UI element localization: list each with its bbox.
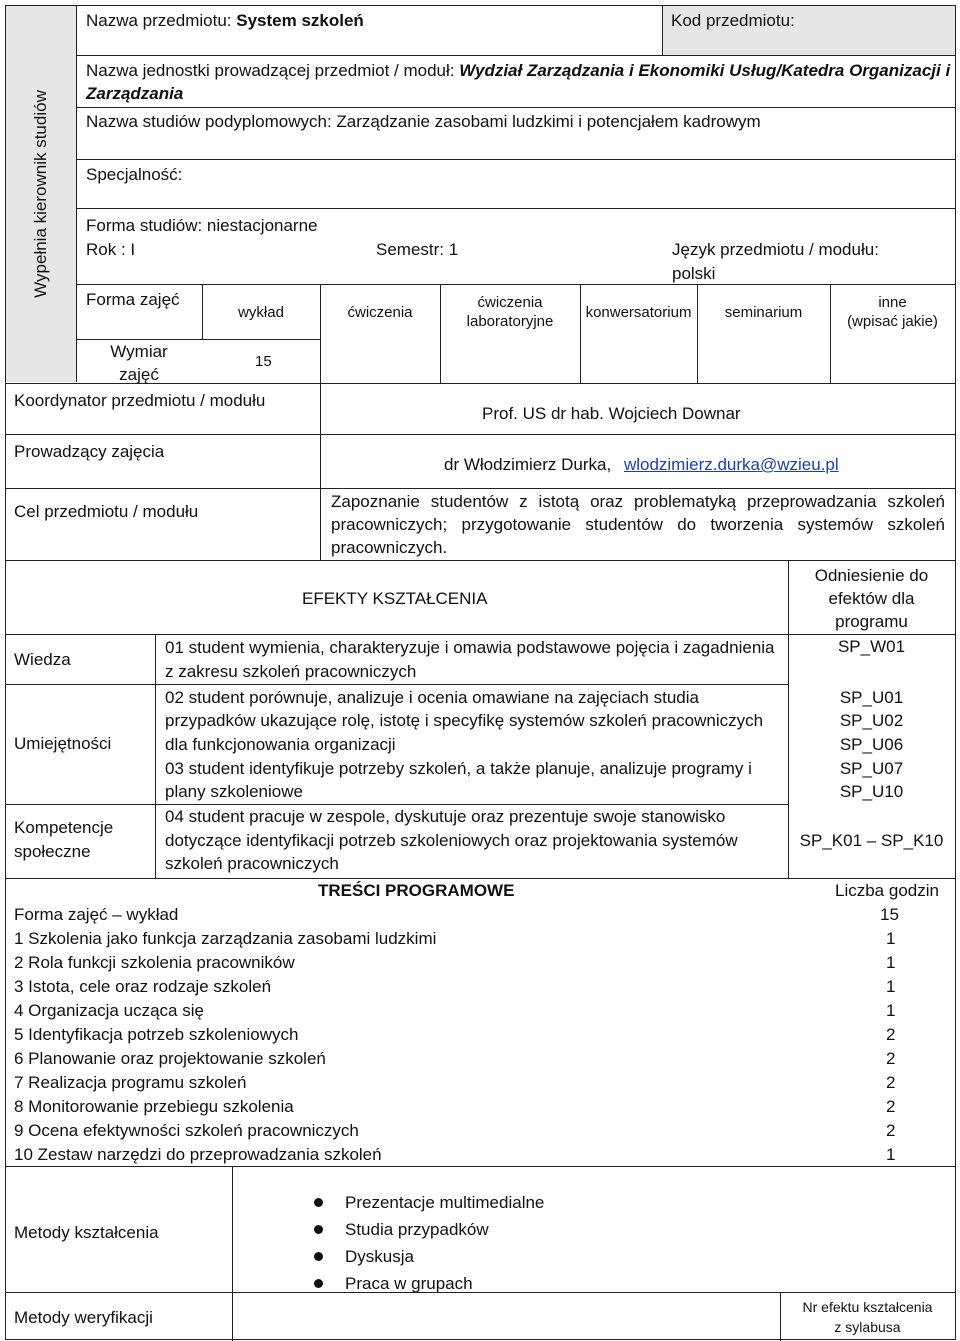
method-item: Prezentacje multimedialne: [345, 1193, 545, 1212]
teacher-label: Prowadzący zajęcia: [14, 442, 165, 461]
program-form-hours: 15: [880, 905, 899, 924]
topic-title: 2 Rola funkcji szkolenia pracowników: [14, 953, 295, 972]
verification-ref-1: Nr efektu kształcenia: [802, 1299, 933, 1315]
outcome-line: plany szkoleniowe: [165, 782, 303, 801]
hours-label-1: Wymiar: [110, 342, 168, 361]
outcome-line: dla funkcjonowania organizacji: [165, 735, 396, 754]
topic-hours: 1: [886, 953, 896, 972]
bullet-icon: [314, 1225, 323, 1234]
ref-code: SP_U01: [839, 688, 904, 707]
col-other: inne: [878, 294, 907, 311]
subject-label: Nazwa przedmiotu:: [86, 11, 232, 30]
topic-hours: 2: [886, 1049, 896, 1068]
method-item: Praca w grupach: [345, 1274, 473, 1293]
goal-label: Cel przedmiotu / modułu: [14, 502, 199, 521]
subject-name-label: [86, 9, 364, 32]
language-label: Język przedmiotu / modułu:: [672, 240, 879, 259]
method-item: Studia przypadków: [345, 1220, 489, 1239]
bullet-icon: [314, 1279, 323, 1288]
year: Rok : I: [86, 240, 136, 259]
outcome-line: przypadków ukazujące rolę, istotę i specyfikę systemów szkoleń pracowniczych: [165, 711, 764, 730]
outcomes-heading: EFEKTY KSZTAŁCENIA: [302, 589, 488, 608]
language-value: polski: [672, 264, 716, 283]
outcome-line: dotyczące identyfikacji potrzeb szkoleniowych oraz projektowania systemów: [165, 831, 738, 850]
outcome-line: 03 student identyfikuje potrzeby szkoleń, a także planuje, analizuje programy i: [165, 759, 752, 778]
unit-value-2: Zarządzania: [86, 84, 184, 103]
ref-code: SP_U02: [839, 711, 904, 730]
coordinator-label: Koordynator przedmiotu / modułu: [14, 391, 266, 410]
outcome-line: 02 student porównuje, analizuje i ocenia omawiane na zajęciach studia: [165, 688, 699, 707]
topic-hours: 1: [886, 977, 896, 996]
subject-name: System szkoleń: [236, 11, 364, 30]
ref-code: SP_U06: [839, 735, 904, 754]
topic-title: 1 Szkolenia jako funkcja zarządzania zasobami ludzkimi: [14, 929, 437, 948]
topic-title: 4 Organizacja ucząca się: [14, 1001, 204, 1020]
side-label: [7, 5, 74, 382]
col-exercises: ćwiczenia: [347, 304, 413, 321]
category-skills: Umiejętności: [14, 734, 112, 753]
topic-hours: 2: [886, 1097, 896, 1116]
topic-title: 10 Zestaw narzędzi do przeprowadzania szkoleń: [14, 1145, 382, 1164]
col-other-hint: (wpisać jakie): [847, 313, 938, 330]
unit-value-1: Wydział Zarządzania i Ekonomiki Usług/Katedra Organizacji i: [459, 61, 951, 80]
outcome-line: szkoleń pracowniczych: [165, 854, 339, 873]
topic-title: 7 Realizacja programu szkoleń: [14, 1073, 247, 1092]
teacher-line: [444, 453, 839, 476]
studies-name: Nazwa studiów podyplomowych: Zarządzanie zasobami ludzkimi i potencjałem kadrowym: [86, 112, 761, 131]
topic-hours: 2: [886, 1073, 896, 1092]
teacher-name: dr Włodzimierz Durka,: [444, 455, 612, 474]
ref-heading-2: efektów dla: [828, 589, 915, 608]
category-competences-1: Kompetencje: [14, 818, 114, 837]
verification-ref-2: z sylabusa: [834, 1319, 901, 1335]
unit-label: Nazwa jednostki prowadzącej przedmiot / moduł:: [86, 61, 455, 80]
subject-code-label: Kod przedmiotu:: [671, 11, 795, 30]
outcome-line: 01 student wymienia, charakteryzuje i omawia podstawowe pojęcia i zagadnienia: [165, 638, 775, 657]
topic-title: 8 Monitorowanie przebiegu szkolenia: [14, 1097, 294, 1116]
method-item: Dyskusja: [345, 1247, 414, 1266]
topic-title: 6 Planowanie oraz projektowanie szkoleń: [14, 1049, 326, 1068]
ref-code: SP_U07: [839, 759, 904, 778]
topic-hours: 1: [886, 929, 896, 948]
topic-hours: 2: [886, 1025, 896, 1044]
ref-heading-1: Odniesienie do: [814, 566, 929, 585]
program-heading: TREŚCI PROGRAMOWE: [318, 881, 515, 900]
col-lab-2: laboratoryjne: [466, 313, 554, 330]
program-form-row: Forma zajęć – wykład: [14, 905, 179, 924]
ref-code: SP_W01: [837, 637, 906, 656]
methods-label: Metody kształcenia: [14, 1223, 159, 1242]
topic-title: 3 Istota, cele oraz rodzaje szkoleń: [14, 977, 272, 996]
ref-code: SP_U10: [839, 782, 904, 801]
unit-line: [86, 59, 950, 82]
lecture-hours: 15: [255, 353, 272, 370]
bullet-icon: [314, 1252, 323, 1261]
col-lecture: wykład: [238, 304, 284, 321]
side-label-text: Wypełnia kierownik studiów: [30, 89, 50, 298]
col-seminar: seminarium: [724, 304, 803, 321]
teacher-email-link[interactable]: wlodzimierz.durka@wzieu.pl: [623, 455, 839, 474]
hours-heading: Liczba godzin: [835, 881, 939, 900]
hours-label-2: zajęć: [119, 365, 159, 384]
col-conversatory: konwersatorium: [585, 304, 692, 321]
topic-hours: 2: [886, 1121, 896, 1140]
bullet-icon: [314, 1198, 323, 1207]
specialty: Specjalność:: [86, 165, 183, 184]
category-knowledge: Wiedza: [14, 650, 71, 669]
study-form: Forma studiów: niestacjonarne: [86, 216, 318, 235]
semester: Semestr: 1: [376, 240, 459, 259]
verification-label: Metody weryfikacji: [14, 1308, 153, 1327]
coordinator-value: Prof. US dr hab. Wojciech Downar: [482, 404, 741, 423]
goal-text: Zapoznanie studentów z istotą oraz problematyką przeprowadzania szkoleń pracowniczych; przygotowanie studentów do tworzenia systemów szkoleń pracowniczych.: [331, 492, 945, 557]
category-competences-2: społeczne: [14, 842, 91, 861]
form-label: Forma zajęć: [86, 290, 180, 309]
ref-code: SP_K01 – SP_K10: [799, 831, 944, 850]
outcome-line: 04 student pracuje w zespole, dyskutuje oraz prezentuje swoje stanowisko: [165, 807, 726, 826]
topic-title: 9 Ocena efektywności szkoleń pracowniczych: [14, 1121, 359, 1140]
ref-heading-3: programu: [835, 612, 908, 631]
topic-title: 5 Identyfikacja potrzeb szkoleniowych: [14, 1025, 299, 1044]
topic-hours: 1: [886, 1145, 896, 1164]
topic-hours: 1: [886, 1001, 896, 1020]
outcome-line: z zakresu szkoleń pracowniczych: [165, 662, 417, 681]
col-lab-1: ćwiczenia: [477, 294, 543, 311]
